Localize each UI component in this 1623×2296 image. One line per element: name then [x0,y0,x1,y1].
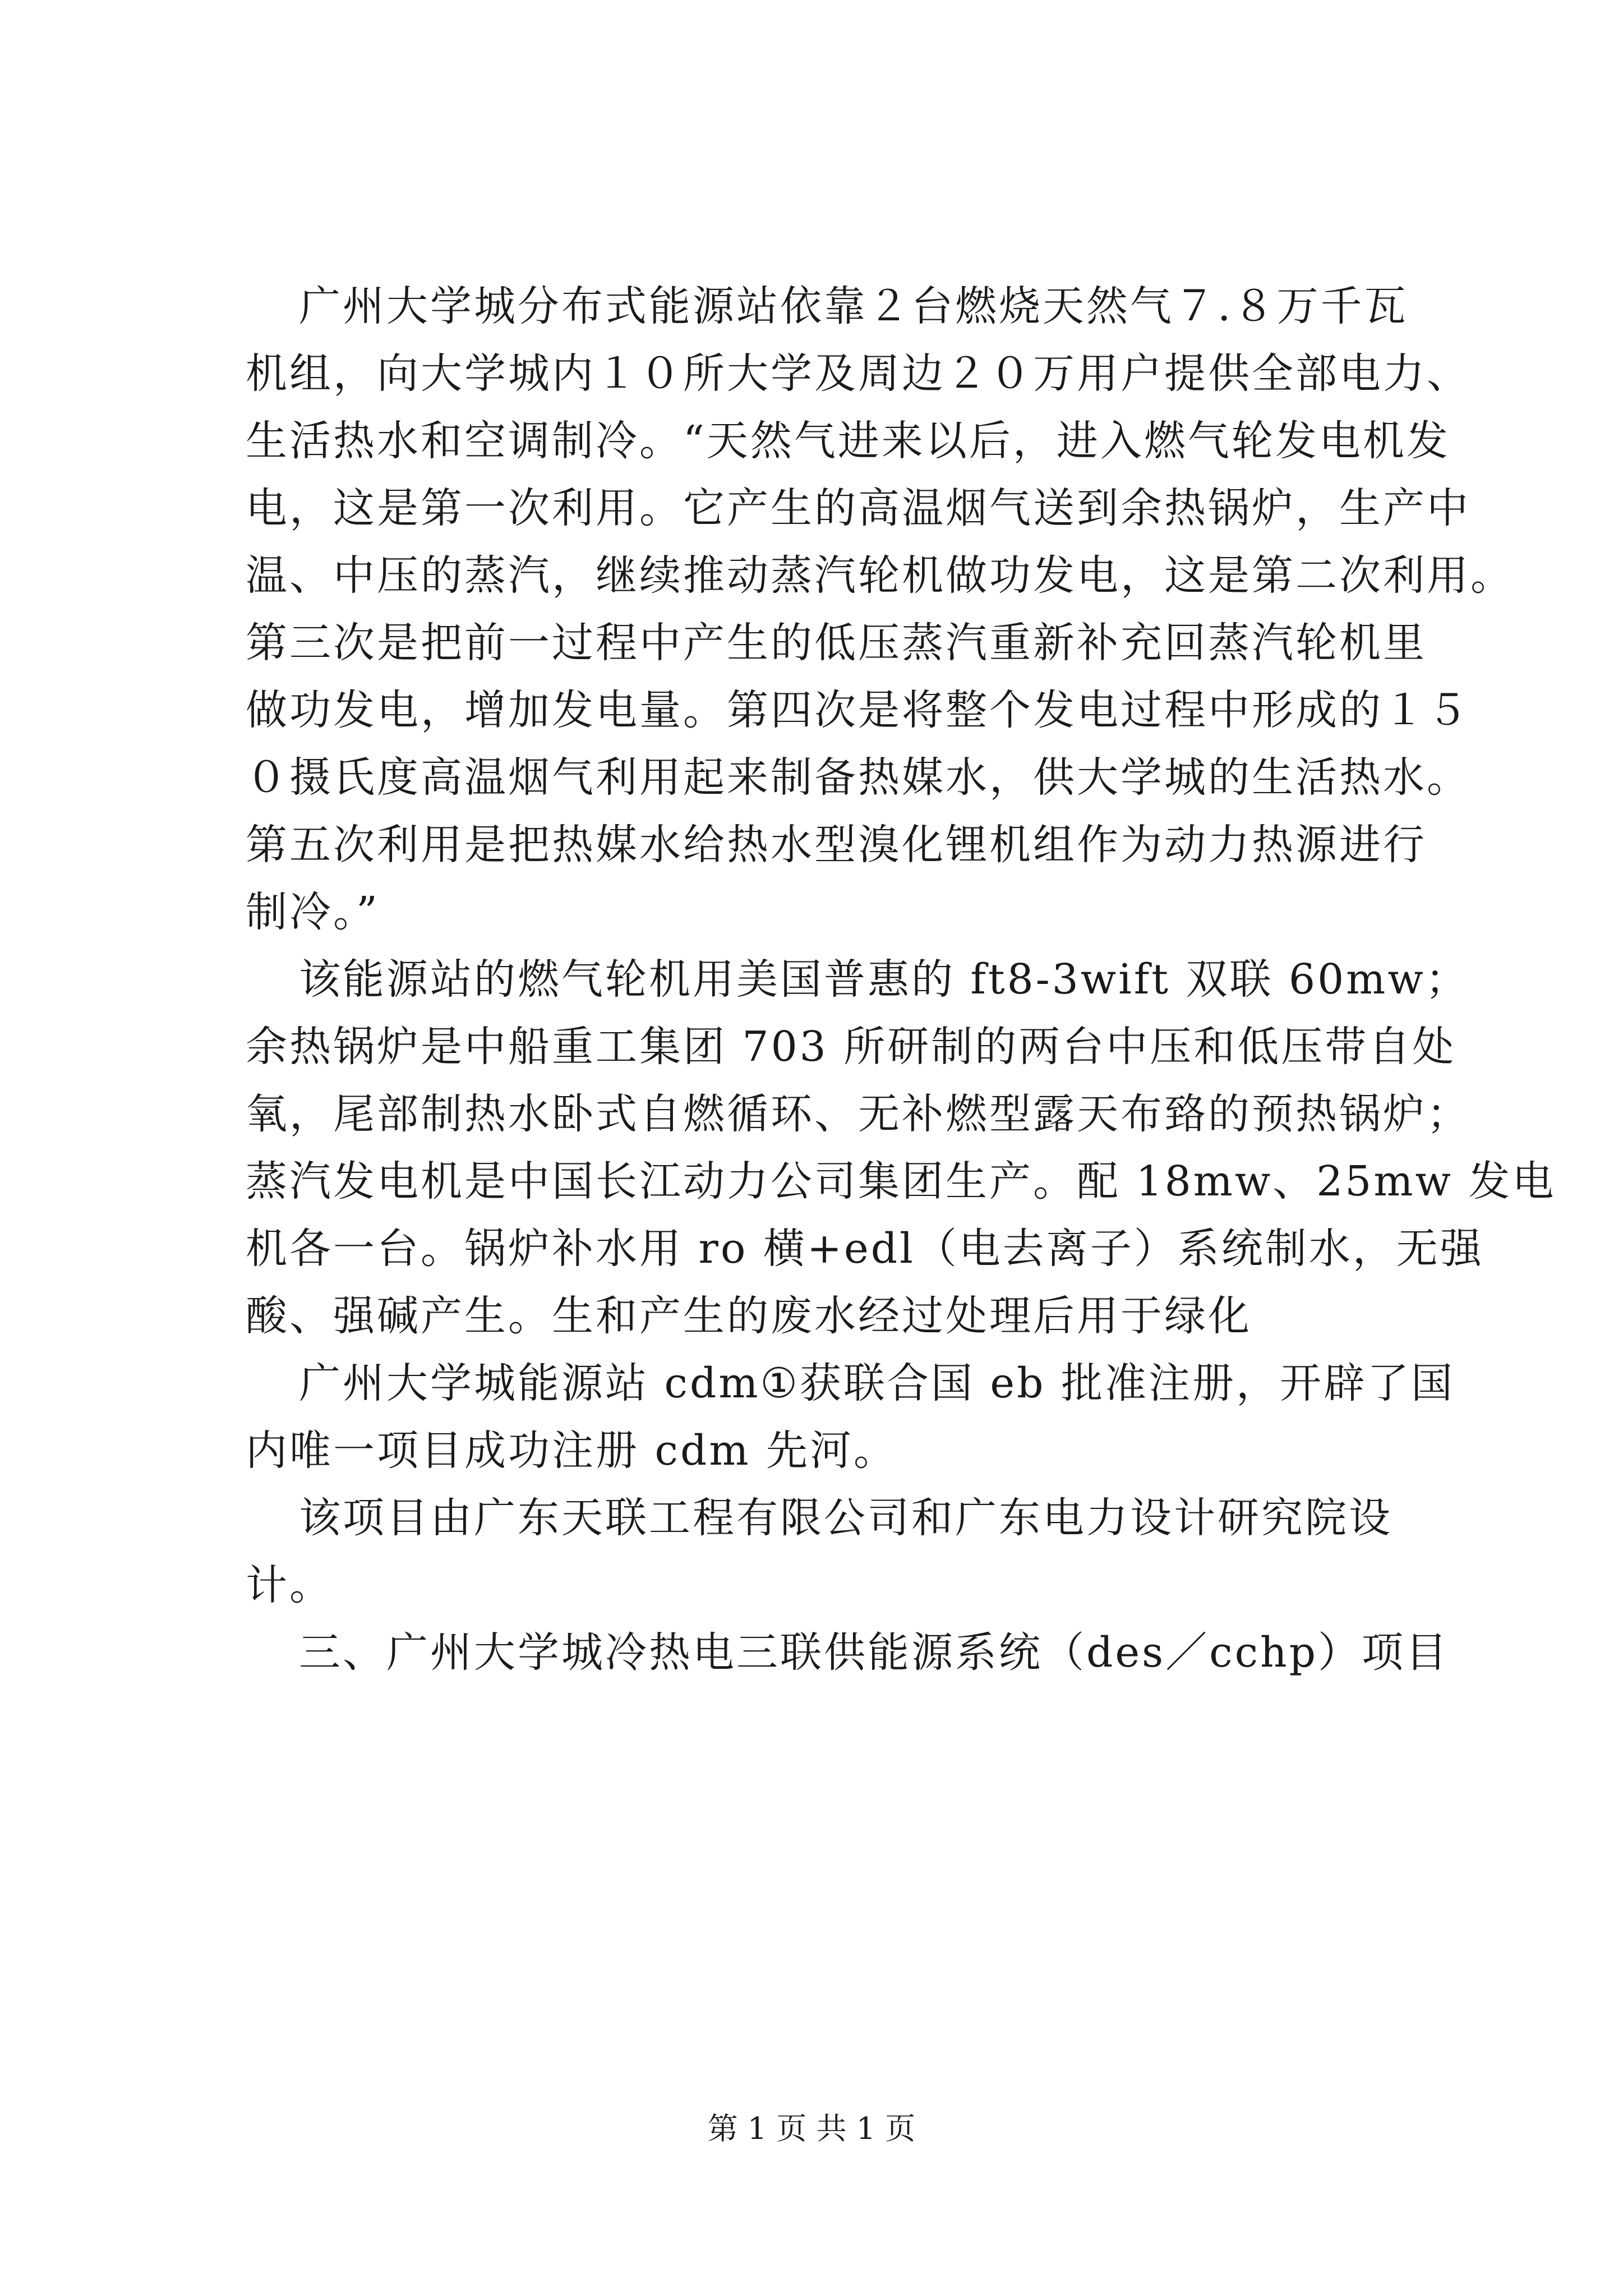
paragraph-4-line-1: 该项目由广东天联工程有限公司和广东电力设计研究院设 [299,1494,1393,1542]
paragraph-1-line-5: 温、中压的蒸汽，继续推动蒸汽轮机做功发电，这是第二次利用。 [246,551,1514,600]
paragraph-2-line-5: 机各一台。锅炉补水用 ro 横+edl（电去离子）系统制水，无强 [246,1225,1484,1273]
paragraph-2-line-2: 余热锅炉是中船重工集团 703 所研制的两台中压和低压带自处 [246,1023,1456,1071]
paragraph-1-line-1: 广州大学城分布式能源站依靠２台燃烧天然气７.８万千瓦 [299,282,1408,330]
paragraph-1-line-2: 机组，向大学城内１０所大学及周边２０万用户提供全部电力、 [246,349,1470,398]
paragraph-4-line-2: 计。 [246,1561,333,1609]
paragraph-1-line-8: ０摄氏度高温烟气利用起来制备热媒水，供大学城的生活热水。 [246,753,1470,802]
paragraph-3-line-2: 内唯一项目成功注册 cdm 先河。 [246,1427,898,1475]
section-heading: 三、广州大学城冷热电三联供能源系统（des／cchp）项目 [299,1628,1450,1677]
paragraph-1-line-10: 制冷。” [246,888,380,936]
paragraph-1-line-3: 生活热水和空调制冷。“天然气进来以后，进入燃气轮发电机发 [246,417,1450,465]
paragraph-1-line-4: 电，这是第一次利用。它产生的高温烟气送到余热锅炉，生产中 [246,484,1470,532]
page-number-footer: 第 1 页 共 1 页 [707,2111,916,2146]
paragraph-2-line-1: 该能源站的燃气轮机用美国普惠的 ft8-3wift 双联 60mw； [299,955,1469,1004]
paragraph-1-line-6: 第三次是把前一过程中产生的低压蒸汽重新补充回蒸汽轮机里 [246,619,1427,667]
paragraph-2-line-3: 氧，尾部制热水卧式自燃循环、无补燃型露天布臵的预热锅炉； [246,1090,1470,1138]
paragraph-1-line-9: 第五次利用是把热媒水给热水型溴化锂机组作为动力热源进行 [246,821,1427,869]
paragraph-3-line-1: 广州大学城能源站 cdm①获联合国 eb 批准注册，开辟了国 [299,1359,1455,1407]
paragraph-2-line-6: 酸、强碱产生。生和产生的废水经过处理后用于绿化 [246,1292,1252,1340]
paragraph-2-line-4: 蒸汽发电机是中国长江动力公司集团生产。配 18mw、25mw 发电 [246,1157,1556,1205]
paragraph-1-line-7: 做功发电，增加发电量。第四次是将整个发电过程中形成的１５ [246,686,1470,734]
